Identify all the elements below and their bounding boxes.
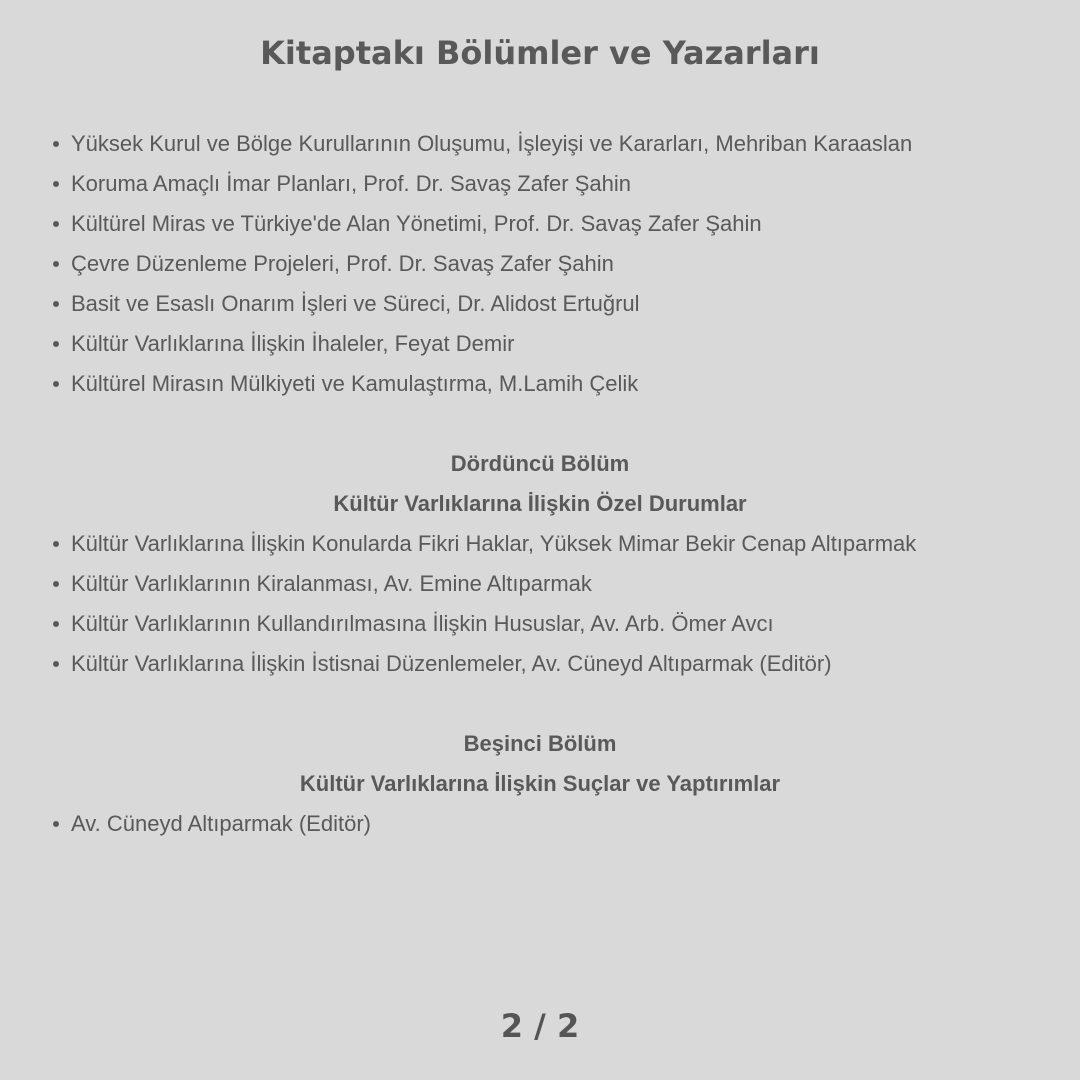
bullet-icon: [53, 301, 59, 307]
list-item-text: Basit ve Esaslı Onarım İşleri ve Süreci, Dr. Alidost Ertuğrul: [71, 291, 640, 316]
list-item-text: Kültür Varlıklarına İlişkin İhaleler, Feyat Demir: [71, 331, 515, 356]
chapter-list: [0, 124, 1080, 844]
list-item: [71, 244, 1080, 284]
page-title: Kitaptakı Bölümler ve Yazarları: [260, 34, 820, 72]
list-item-text: Çevre Düzenleme Projeleri, Prof. Dr. Savaş Zafer Şahin: [71, 251, 614, 276]
list-item-text: Kültür Varlıklarına İlişkin Konularda Fikri Haklar, Yüksek Mimar Bekir Cenap Altıparmak: [71, 531, 917, 556]
list-item-text: Kültür Varlıklarının Kullandırılmasına İlişkin Hususlar, Av. Arb. Ömer Avcı: [71, 611, 774, 636]
list-item-text: Kültür Varlıklarına İlişkin İstisnai Düzenlemeler, Av. Cüneyd Altıparmak (Editör): [71, 651, 832, 676]
list-item: [71, 164, 1080, 204]
spacer: [0, 404, 1080, 444]
bullet-icon: [53, 621, 59, 627]
list-item: [71, 564, 1080, 604]
section4-heading: Dördüncü Bölüm: [450, 451, 630, 476]
list-item: [71, 604, 1080, 644]
section4-subheading: Kültür Varlıklarına İlişkin Özel Durumlar: [333, 491, 747, 516]
section3-list: [0, 124, 1080, 404]
list-item: [71, 644, 1080, 684]
bullet-icon: [53, 341, 59, 347]
bullet-icon: [53, 821, 59, 827]
list-item: [71, 324, 1080, 364]
spacer: [0, 684, 1080, 724]
section5-subheading: Kültür Varlıklarına İlişkin Suçlar ve Yaptırımlar: [299, 771, 781, 796]
bullet-icon: [53, 141, 59, 147]
list-item-text: Yüksek Kurul ve Bölge Kurullarının Oluşumu, İşleyişi ve Kararları, Mehriban Karaaslan: [71, 131, 913, 156]
bullet-icon: [53, 381, 59, 387]
list-item: [71, 124, 1080, 164]
section4-list: [0, 524, 1080, 684]
bullet-icon: [53, 181, 59, 187]
bullet-icon: [53, 261, 59, 267]
list-item: [71, 524, 1080, 564]
list-item-text: Koruma Amaçlı İmar Planları, Prof. Dr. Savaş Zafer Şahin: [71, 171, 631, 196]
list-item-text: Kültürel Mirasın Mülkiyeti ve Kamulaştırma, M.Lamih Çelik: [71, 371, 639, 396]
bullet-icon: [53, 581, 59, 587]
list-item: [71, 284, 1080, 324]
page-indicator: 2 / 2: [500, 1007, 580, 1045]
bullet-icon: [53, 661, 59, 667]
list-item-text: Kültür Varlıklarının Kiralanması, Av. Emine Altıparmak: [71, 571, 592, 596]
list-item: [71, 364, 1080, 404]
list-item-text: Kültürel Miras ve Türkiye'de Alan Yönetimi, Prof. Dr. Savaş Zafer Şahin: [71, 211, 762, 236]
bullet-icon: [53, 221, 59, 227]
section5-list: [0, 804, 1080, 844]
list-item-text: Av. Cüneyd Altıparmak (Editör): [71, 811, 371, 836]
section5-heading: Beşinci Bölüm: [463, 731, 617, 756]
bullet-icon: [53, 541, 59, 547]
list-item: [71, 204, 1080, 244]
list-item: [71, 804, 1080, 844]
